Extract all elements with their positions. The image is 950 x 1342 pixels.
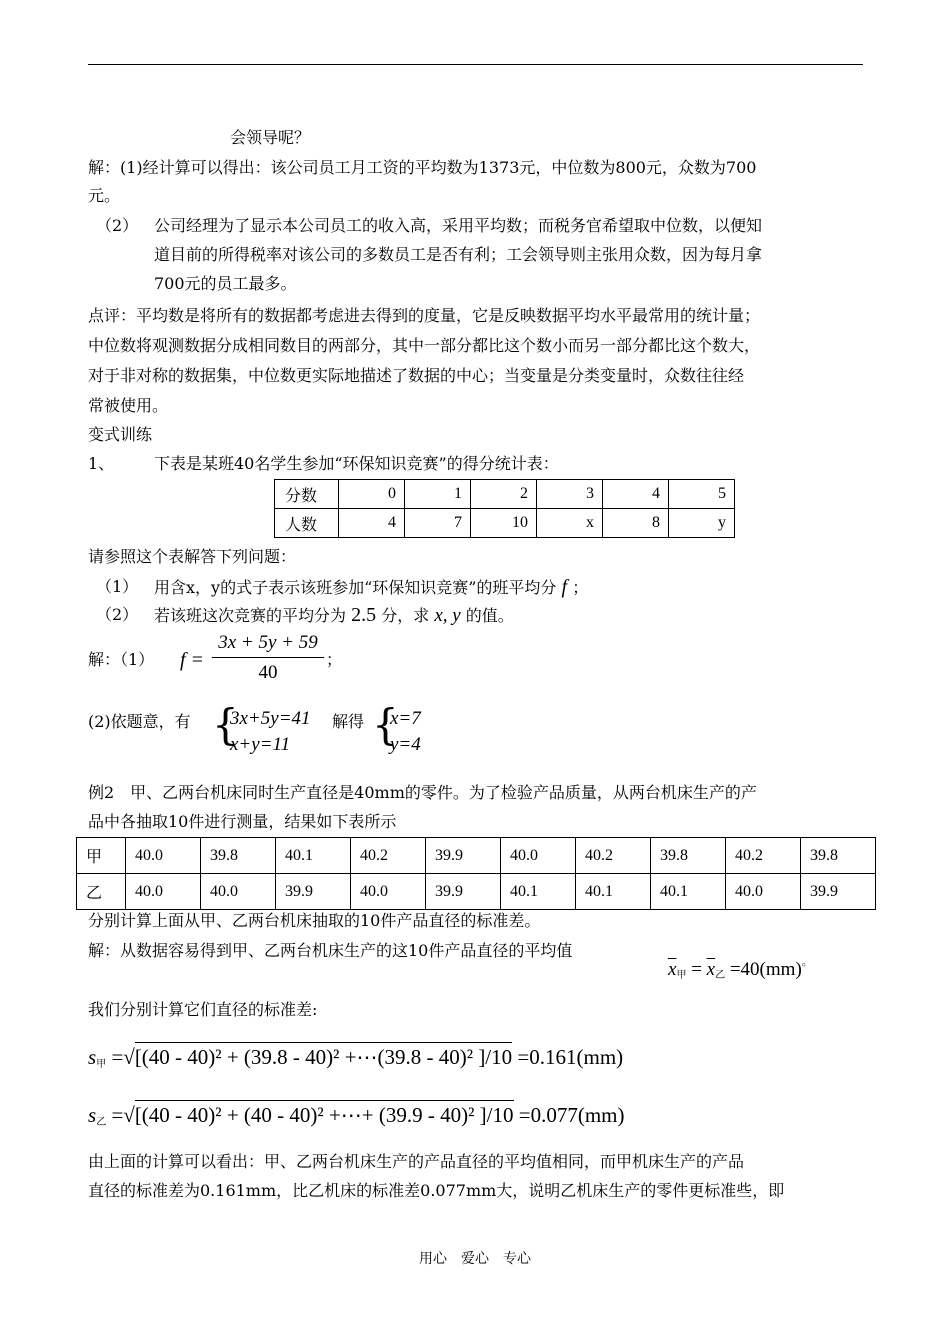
- subscript: 乙: [715, 970, 726, 981]
- table-cell: 39.9: [276, 874, 351, 910]
- text-line: 会领导呢？: [230, 128, 311, 147]
- conclusion-line: 由上面的计算可以看出：甲、乙两台机床生产的产品直径的平均值相同，而甲机床生产的产品: [88, 1152, 745, 1171]
- solution-line: 700元的员工最多。: [154, 274, 297, 293]
- table-cell: 7: [405, 509, 471, 538]
- fraction: [212, 632, 324, 684]
- std-equation: $s_乙 =√[(40 - 40)^2 + (40 - 40)^2$ +⋯+ (39.9 - 40)² ]/10 =0.077(mm): [88, 1100, 625, 1128]
- table-cell: 3: [537, 480, 603, 509]
- math-var: $\overline{x}$: [706, 959, 716, 980]
- table-cell: 39.9: [426, 838, 501, 874]
- text: 若该班这次竞赛的平均分为: [154, 606, 347, 625]
- math-var: $\overline{x}$: [668, 959, 677, 980]
- table-cell: 40.1: [276, 838, 351, 874]
- item-number: （2）: [96, 605, 139, 624]
- math-result: =0.077(mm): [518, 1103, 625, 1127]
- text: 分，求: [381, 606, 430, 625]
- text-line: 我们分别计算它们直径的标准差:: [88, 1000, 318, 1019]
- table-cell: y: [669, 509, 735, 538]
- table-cell: 人数: [275, 509, 339, 538]
- mean-equation: $\overline{x}_甲 = \overline{x}_乙 =40(mm)^。$: [668, 956, 813, 981]
- page-footer: 用心 爱心 专心: [419, 1251, 531, 1267]
- math-value: 2.5: [351, 604, 377, 626]
- text: ；: [572, 578, 589, 597]
- text-line: 分别计算上面从甲、乙两台机床抽取的10件产品直径的标准差。: [88, 911, 541, 930]
- table-cell: 8: [603, 509, 669, 538]
- std-equation: $s_甲 =√[(40 - 40)^2 + (39.8 - 40)^2$ +⋯(39.8 - 40)² ]/10 =0.161(mm): [88, 1042, 623, 1070]
- math-result: =0.161(mm): [517, 1045, 624, 1069]
- table-cell: 40.2: [576, 838, 651, 874]
- table-cell: 40.1: [651, 874, 726, 910]
- table-row: [275, 509, 735, 538]
- system-eq: y=4: [390, 734, 421, 755]
- system-eq: 3x+5y=41: [230, 708, 311, 729]
- comment-line: 点评：平均数是将所有的数据都考虑进去得到的度量，它是反映数据平均水平最常用的统计量；: [88, 306, 761, 325]
- comment-line: 对于非对称的数据集，中位数更实际地描述了数据的中心；当变量是分类变量时，众数往往经: [88, 366, 745, 385]
- math-result: =40(mm): [729, 959, 802, 980]
- table-cell: 5: [669, 480, 735, 509]
- math-vars: x, y: [434, 605, 461, 626]
- table-cell: 4: [603, 480, 669, 509]
- table-cell: 39.8: [651, 838, 726, 874]
- text-line: 请参照这个表解答下列问题：: [88, 547, 297, 566]
- sqrt-body: [(40 - 40)² + (40 - 40)² +⋯+ (39.9 - 40)² ]/10: [135, 1100, 514, 1128]
- fraction-numerator: 3x + 5y + 59: [212, 632, 324, 658]
- example-line: 品中各抽取10件进行测量，结果如下表所示: [88, 812, 397, 831]
- subscript: 甲: [96, 1059, 107, 1070]
- table-cell: 2: [471, 480, 537, 509]
- table-row: [275, 480, 735, 509]
- answer-label: (2)依题意，有: [88, 712, 191, 731]
- system-eq: x+y=11: [230, 734, 291, 755]
- example-line: 例2 甲、乙两台机床同时生产直径是40mm的零件。为了检验产品质量，从两台机床生产的产: [88, 783, 757, 802]
- conclusion-line: 直径的标准差为0.161mm，比乙机床的标准差0.077mm大，说明乙机床生产的零件更标准些，即: [88, 1181, 785, 1200]
- table-cell: 40.0: [726, 874, 801, 910]
- comment-line: 中位数将观测数据分成相同数目的两部分，其中一部分都比这个数小而另一部分都比这个数大，: [88, 336, 761, 355]
- table-row: [77, 838, 876, 874]
- sqrt-body: [(40 - 40)² + (39.8 - 40)² +⋯(39.8 - 40)² ]/10: [135, 1042, 512, 1070]
- table-cell: 39.9: [426, 874, 501, 910]
- math-var: s: [88, 1103, 97, 1127]
- table-cell: 10: [471, 509, 537, 538]
- table-cell: 39.9: [801, 874, 876, 910]
- comment-line: 常被使用。: [88, 396, 169, 415]
- fraction-denominator: 40: [258, 662, 278, 683]
- machine-table: [76, 837, 876, 910]
- item-number: （2）: [96, 216, 139, 235]
- text: ；: [326, 650, 343, 669]
- text: 解得: [332, 712, 365, 731]
- solution-line: 公司经理为了显示本公司员工的收入高，采用平均数；而税务官希望取中位数，以便知: [154, 216, 763, 235]
- math-var: f: [561, 576, 568, 598]
- solution-line: 道目前的所得税率对该公司的多数员工是否有利；工会领导则主张用众数，因为每月拿: [154, 245, 763, 264]
- math-lhs: f =: [180, 649, 205, 671]
- table-cell: 甲: [77, 838, 126, 874]
- solution-line: 元。: [88, 186, 121, 205]
- question-text: 下表是某班40名学生参加“环保知识竞赛”的得分统计表：: [154, 454, 559, 473]
- table-cell: 1: [405, 480, 471, 509]
- table-cell: 40.0: [501, 838, 576, 874]
- item-number: （1）: [96, 577, 139, 596]
- question-number: 1、: [88, 454, 115, 473]
- table-cell: 分数: [275, 480, 339, 509]
- table-cell: 40.0: [351, 874, 426, 910]
- text: 。: [801, 956, 813, 968]
- table-cell: 40.0: [126, 874, 201, 910]
- table-cell: 40.0: [201, 874, 276, 910]
- table-cell: 40.2: [351, 838, 426, 874]
- table-cell: 0: [339, 480, 405, 509]
- table-cell: 40.1: [576, 874, 651, 910]
- table-cell: 39.8: [801, 838, 876, 874]
- text: 用含x，y的式子表示该班参加“环保知识竞赛”的班平均分: [154, 578, 557, 597]
- section-heading: 变式训练: [88, 425, 153, 444]
- header-rule: [88, 64, 863, 65]
- solution-line: 解：(1)经计算可以得出：该公司员工月工资的平均数为1373元，中位数为800元，众数为700: [88, 158, 757, 177]
- brace-icon: {: [212, 700, 239, 749]
- text: 的值。: [465, 606, 514, 625]
- answer-label: 解：（1）: [88, 650, 155, 669]
- table-row: [77, 874, 876, 910]
- subscript: 甲: [676, 970, 687, 981]
- subscript: 乙: [96, 1117, 107, 1128]
- brace-icon: {: [372, 700, 399, 749]
- table-cell: x: [537, 509, 603, 538]
- table-cell: 4: [339, 509, 405, 538]
- score-table: [274, 479, 735, 538]
- math-var: s: [88, 1045, 97, 1069]
- table-cell: 乙: [77, 874, 126, 910]
- question-part: [154, 605, 514, 626]
- table-cell: 40.1: [501, 874, 576, 910]
- table-cell: 40.2: [726, 838, 801, 874]
- table-cell: 40.0: [126, 838, 201, 874]
- system-eq: x=7: [390, 708, 421, 729]
- question-part: [154, 577, 588, 598]
- solution-line: 解：从数据容易得到甲、乙两台机床生产的这10件产品直径的平均值: [88, 941, 573, 960]
- table-cell: 39.8: [201, 838, 276, 874]
